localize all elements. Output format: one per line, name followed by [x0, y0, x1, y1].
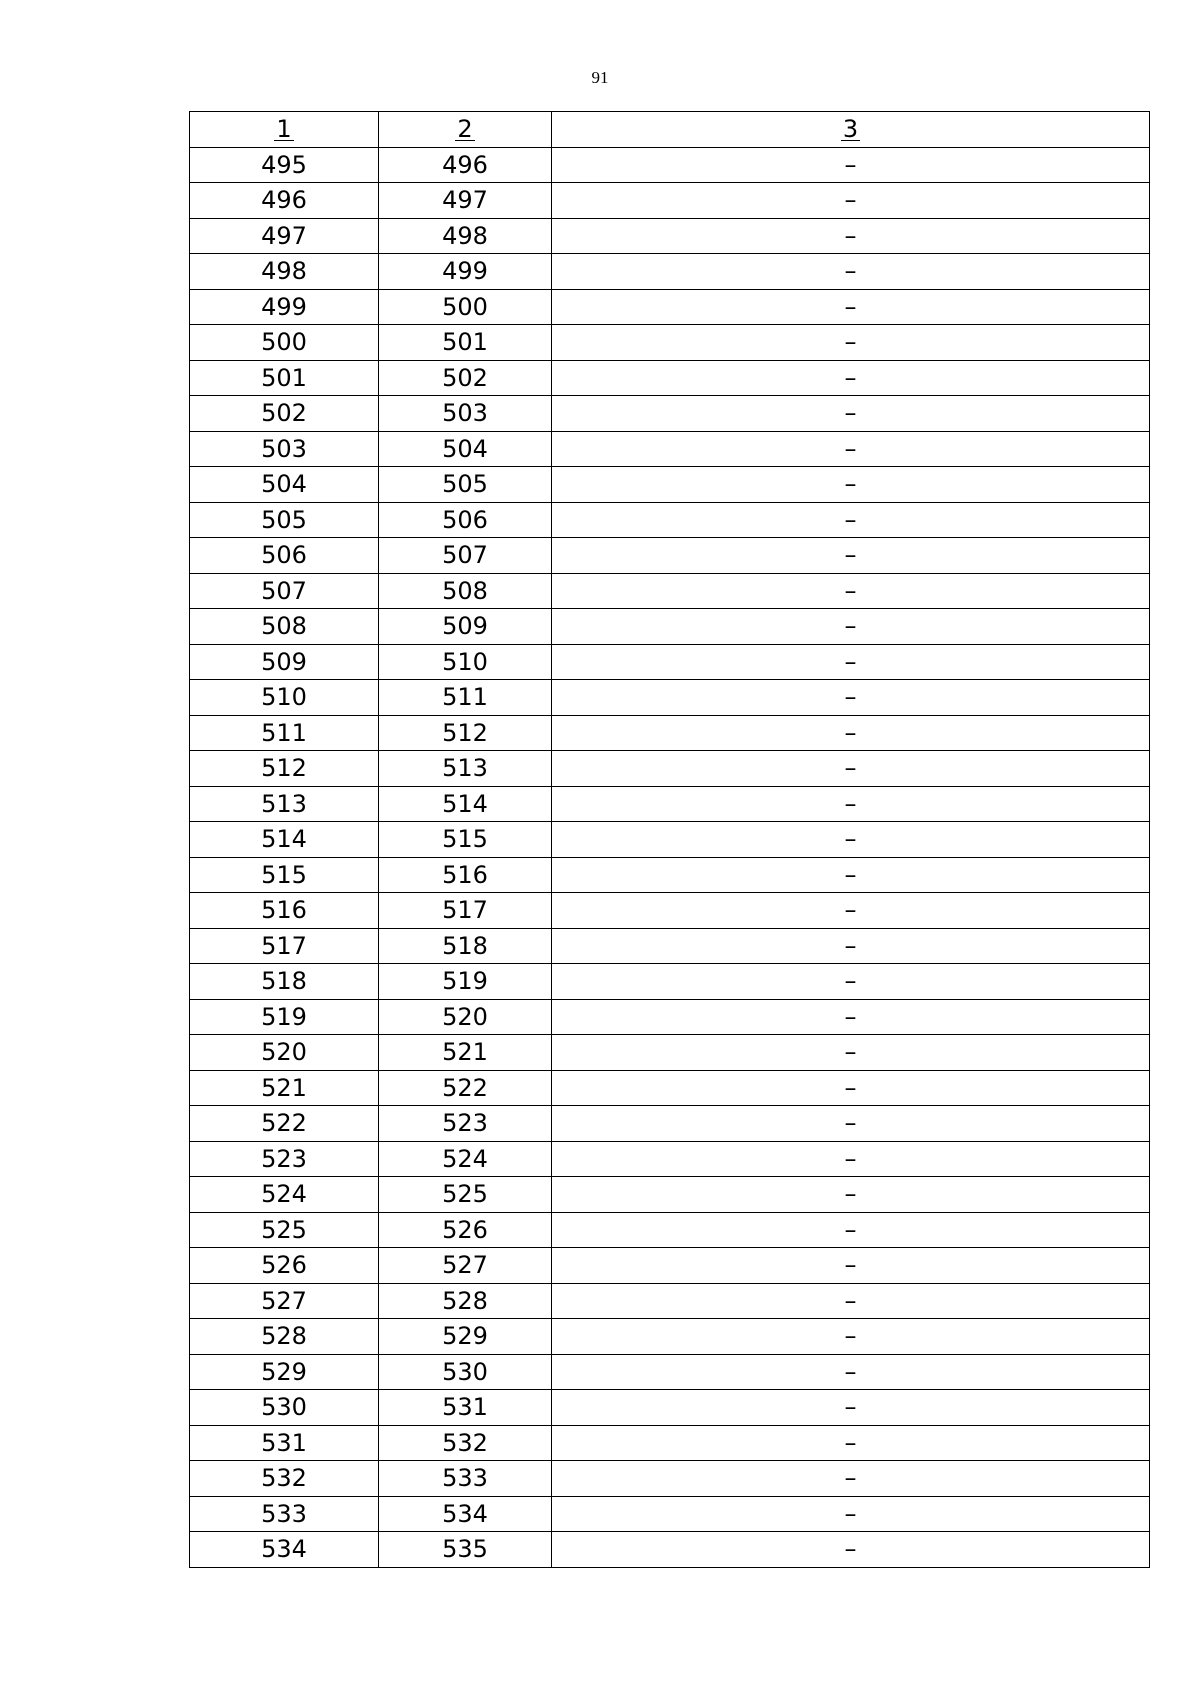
- table-cell-col-1: 512: [190, 751, 379, 787]
- table-cell-col-2: 512: [379, 715, 552, 751]
- table-cell-col-1: 524: [190, 1177, 379, 1213]
- table-row: [190, 893, 1150, 929]
- table-row: [190, 964, 1150, 1000]
- table-cell-col-3: –: [552, 786, 1150, 822]
- table-row: [190, 1532, 1150, 1568]
- table-row: [190, 1106, 1150, 1142]
- table-cell-col-2: 513: [379, 751, 552, 787]
- table-row: [190, 1283, 1150, 1319]
- table-row: [190, 254, 1150, 290]
- table-row: [190, 467, 1150, 503]
- table-cell-col-2: 530: [379, 1354, 552, 1390]
- table-cell-col-2: 534: [379, 1496, 552, 1532]
- table-cell-col-1: 531: [190, 1425, 379, 1461]
- table-row: [190, 538, 1150, 574]
- table-cell-col-1: 502: [190, 396, 379, 432]
- table-cell-col-1: 498: [190, 254, 379, 290]
- table-cell-col-1: 510: [190, 680, 379, 716]
- table-row: [190, 1070, 1150, 1106]
- table-cell-col-1: 504: [190, 467, 379, 503]
- table-cell-col-1: 516: [190, 893, 379, 929]
- table-row: [190, 857, 1150, 893]
- table-cell-col-2: 514: [379, 786, 552, 822]
- table-cell-col-3: –: [552, 893, 1150, 929]
- table-cell-col-3: –: [552, 1248, 1150, 1284]
- table-cell-col-3: –: [552, 431, 1150, 467]
- table-cell-col-3: –: [552, 183, 1150, 219]
- table-body: [190, 112, 1150, 1568]
- table-cell-col-2: 517: [379, 893, 552, 929]
- table-row: [190, 609, 1150, 645]
- table-cell-col-2: 505: [379, 467, 552, 503]
- table-cell-col-2: 520: [379, 999, 552, 1035]
- table-cell-col-3: –: [552, 573, 1150, 609]
- table-cell-col-3: –: [552, 467, 1150, 503]
- table-cell-col-3: –: [552, 609, 1150, 645]
- table-row: [190, 1141, 1150, 1177]
- table-cell-col-1: 522: [190, 1106, 379, 1142]
- table-cell-col-2: 528: [379, 1283, 552, 1319]
- table-cell-col-2: 509: [379, 609, 552, 645]
- table-cell-col-2: 519: [379, 964, 552, 1000]
- table-cell-col-2: 501: [379, 325, 552, 361]
- table-cell-col-2: 521: [379, 1035, 552, 1071]
- table-cell-col-3: –: [552, 928, 1150, 964]
- table-row: [190, 502, 1150, 538]
- column-header-2-label: 2: [457, 115, 473, 144]
- table-cell-col-3: –: [552, 1425, 1150, 1461]
- table-cell-col-1: 515: [190, 857, 379, 893]
- table-row: [190, 1496, 1150, 1532]
- column-header-1-label: 1: [276, 115, 292, 144]
- table-cell-col-3: –: [552, 502, 1150, 538]
- table-cell-col-3: –: [552, 325, 1150, 361]
- table-cell-col-3: –: [552, 644, 1150, 680]
- table-cell-col-1: 523: [190, 1141, 379, 1177]
- table-cell-col-2: 508: [379, 573, 552, 609]
- table-cell-col-1: 534: [190, 1532, 379, 1568]
- table-cell-col-2: 526: [379, 1212, 552, 1248]
- table-cell-col-1: 532: [190, 1461, 379, 1497]
- table-row: [190, 644, 1150, 680]
- table-cell-col-2: 529: [379, 1319, 552, 1355]
- table-cell-col-3: –: [552, 147, 1150, 183]
- table-row: [190, 715, 1150, 751]
- table-row: [190, 928, 1150, 964]
- table-cell-col-2: 524: [379, 1141, 552, 1177]
- table-cell-col-1: 521: [190, 1070, 379, 1106]
- table-cell-col-2: 523: [379, 1106, 552, 1142]
- table-cell-col-3: –: [552, 1496, 1150, 1532]
- table-cell-col-2: 511: [379, 680, 552, 716]
- table-cell-col-2: 510: [379, 644, 552, 680]
- table-row: [190, 1248, 1150, 1284]
- table-row: [190, 1390, 1150, 1426]
- table-cell-col-3: –: [552, 964, 1150, 1000]
- table-cell-col-3: –: [552, 1035, 1150, 1071]
- table-cell-col-3: –: [552, 1532, 1150, 1568]
- table-row: [190, 751, 1150, 787]
- table-cell-col-2: 531: [379, 1390, 552, 1426]
- table-row: [190, 1354, 1150, 1390]
- column-header-2: [379, 112, 552, 148]
- table-cell-col-1: 519: [190, 999, 379, 1035]
- table-cell-col-3: –: [552, 1354, 1150, 1390]
- table-cell-col-1: 527: [190, 1283, 379, 1319]
- table-cell-col-2: 527: [379, 1248, 552, 1284]
- table-cell-col-2: 525: [379, 1177, 552, 1213]
- table-cell-col-1: 501: [190, 360, 379, 396]
- column-header-3: [552, 112, 1150, 148]
- table-cell-col-2: 497: [379, 183, 552, 219]
- table-cell-col-1: 517: [190, 928, 379, 964]
- table-cell-col-2: 496: [379, 147, 552, 183]
- data-table: [189, 111, 1150, 1568]
- table-row: [190, 431, 1150, 467]
- page-number: 91: [591, 68, 609, 87]
- table-cell-col-3: –: [552, 396, 1150, 432]
- table-cell-col-1: 528: [190, 1319, 379, 1355]
- table-cell-col-3: –: [552, 538, 1150, 574]
- table-row: [190, 325, 1150, 361]
- table-cell-col-3: –: [552, 218, 1150, 254]
- table-row: [190, 218, 1150, 254]
- table-cell-col-2: 504: [379, 431, 552, 467]
- table-row: [190, 573, 1150, 609]
- table-cell-col-1: 520: [190, 1035, 379, 1071]
- table-row: [190, 1177, 1150, 1213]
- table-cell-col-2: 502: [379, 360, 552, 396]
- column-header-3-label: 3: [842, 115, 859, 144]
- table-cell-col-1: 503: [190, 431, 379, 467]
- table-cell-col-3: –: [552, 1212, 1150, 1248]
- table-cell-col-1: 495: [190, 147, 379, 183]
- table-row: [190, 396, 1150, 432]
- table-cell-col-2: 499: [379, 254, 552, 290]
- table-row: [190, 680, 1150, 716]
- column-header-1: [190, 112, 379, 148]
- table-cell-col-3: –: [552, 1070, 1150, 1106]
- table-cell-col-1: 530: [190, 1390, 379, 1426]
- table-cell-col-2: 503: [379, 396, 552, 432]
- table-cell-col-2: 500: [379, 289, 552, 325]
- table-row: [190, 822, 1150, 858]
- table-cell-col-1: 505: [190, 502, 379, 538]
- table-cell-col-1: 526: [190, 1248, 379, 1284]
- table-cell-col-3: –: [552, 999, 1150, 1035]
- table-cell-col-3: –: [552, 715, 1150, 751]
- table-cell-col-1: 533: [190, 1496, 379, 1532]
- table-cell-col-1: 514: [190, 822, 379, 858]
- table-cell-col-2: 506: [379, 502, 552, 538]
- table-row: [190, 786, 1150, 822]
- table-cell-col-1: 500: [190, 325, 379, 361]
- header-row: [190, 112, 1150, 148]
- table-cell-col-1: 525: [190, 1212, 379, 1248]
- table-row: [190, 360, 1150, 396]
- table-cell-col-3: –: [552, 680, 1150, 716]
- table-cell-col-1: 511: [190, 715, 379, 751]
- table-cell-col-1: 529: [190, 1354, 379, 1390]
- table-row: [190, 1425, 1150, 1461]
- table-cell-col-1: 496: [190, 183, 379, 219]
- table-cell-col-2: 498: [379, 218, 552, 254]
- table-cell-col-2: 518: [379, 928, 552, 964]
- table-cell-col-3: –: [552, 1177, 1150, 1213]
- table-cell-col-1: 497: [190, 218, 379, 254]
- table-cell-col-3: –: [552, 1141, 1150, 1177]
- table-row: [190, 1319, 1150, 1355]
- table-cell-col-3: –: [552, 1390, 1150, 1426]
- table-row: [190, 999, 1150, 1035]
- table-cell-col-3: –: [552, 1461, 1150, 1497]
- table-cell-col-3: –: [552, 289, 1150, 325]
- table-cell-col-2: 516: [379, 857, 552, 893]
- table-row: [190, 289, 1150, 325]
- table-cell-col-3: –: [552, 360, 1150, 396]
- table-cell-col-1: 499: [190, 289, 379, 325]
- table-row: [190, 1461, 1150, 1497]
- table-row: [190, 147, 1150, 183]
- table-cell-col-3: –: [552, 1283, 1150, 1319]
- table-cell-col-3: –: [552, 857, 1150, 893]
- table-cell-col-2: 515: [379, 822, 552, 858]
- table-cell-col-1: 513: [190, 786, 379, 822]
- table-cell-col-1: 508: [190, 609, 379, 645]
- table-row: [190, 1212, 1150, 1248]
- table-cell-col-3: –: [552, 1106, 1150, 1142]
- table-row: [190, 1035, 1150, 1071]
- table-cell-col-3: –: [552, 1319, 1150, 1355]
- table-cell-col-1: 518: [190, 964, 379, 1000]
- table-cell-col-2: 507: [379, 538, 552, 574]
- table-cell-col-2: 535: [379, 1532, 552, 1568]
- table-cell-col-1: 507: [190, 573, 379, 609]
- table-cell-col-1: 506: [190, 538, 379, 574]
- table-cell-col-2: 522: [379, 1070, 552, 1106]
- table-cell-col-1: 509: [190, 644, 379, 680]
- table-cell-col-3: –: [552, 822, 1150, 858]
- table-cell-col-2: 532: [379, 1425, 552, 1461]
- table-cell-col-3: –: [552, 751, 1150, 787]
- table-row: [190, 183, 1150, 219]
- table-cell-col-3: –: [552, 254, 1150, 290]
- table-cell-col-2: 533: [379, 1461, 552, 1497]
